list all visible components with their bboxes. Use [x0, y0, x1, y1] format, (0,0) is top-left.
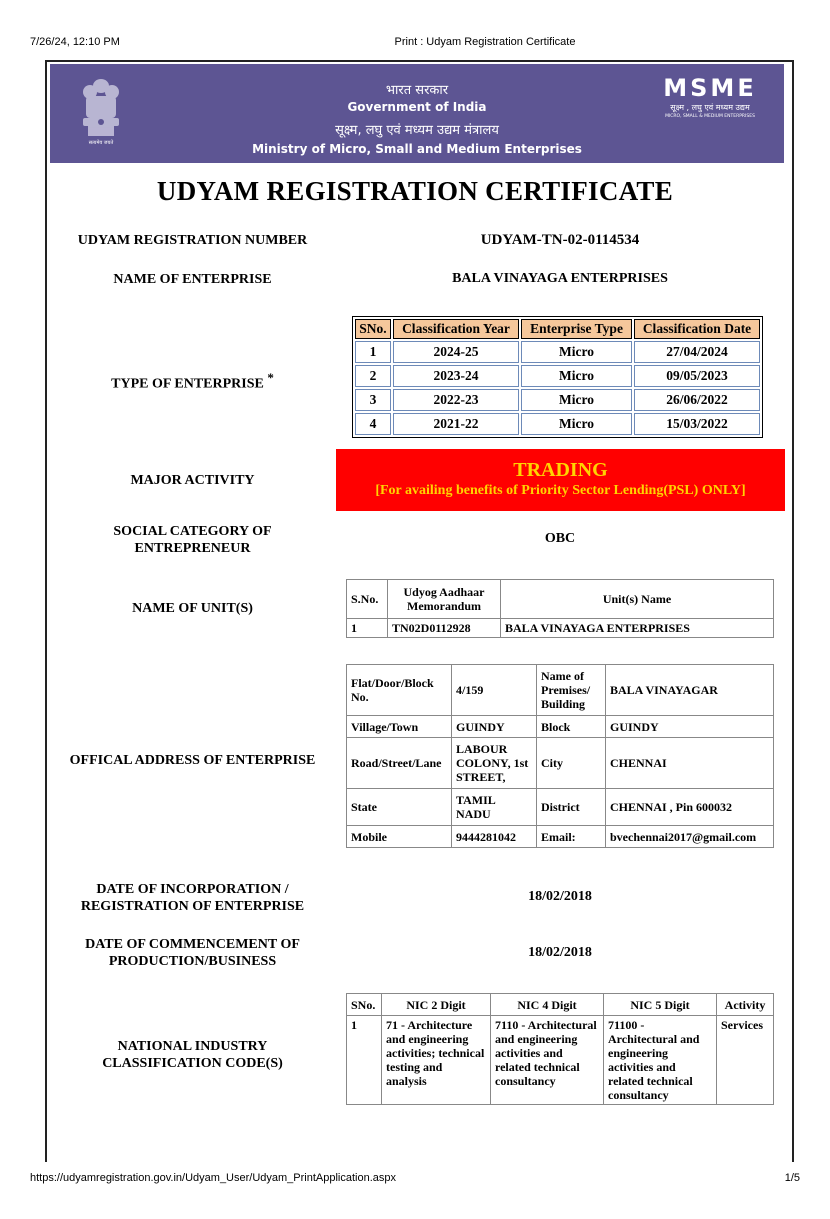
state-value: TAMIL NADU [452, 789, 537, 826]
city-value: CHENNAI [606, 738, 774, 789]
banner-hindi-govt: भारत सरकार [385, 83, 449, 98]
cell-sno: 1 [355, 341, 391, 363]
cell-date: 26/06/2022 [634, 389, 760, 411]
nic-header-row [347, 994, 774, 1016]
msme-logo [650, 74, 770, 134]
nic-label-line2: CLASSIFICATION CODE(S) [102, 1056, 283, 1071]
cell-nic5: 71100 - Architectural and engineering activities and related technical consultancy [604, 1016, 717, 1105]
social-category-value: OBC [544, 531, 576, 546]
classification-table [352, 316, 763, 438]
cell-sno: 3 [355, 389, 391, 411]
enterprise-type-label-text: TYPE OF ENTERPRISE [111, 376, 264, 392]
road-value: LABOUR COLONY, 1st STREET, [452, 738, 537, 789]
address-row [347, 665, 774, 716]
col-aadhaar: Udyog Aadhaar Memorandum [388, 580, 501, 619]
col-sno: SNo. [347, 994, 382, 1016]
table-row [355, 389, 760, 411]
incorporation-label-line2: REGISTRATION OF ENTERPRISE [80, 899, 305, 914]
state-label: State [347, 789, 452, 826]
enterprise-name-value: BALA VINAYAGA ENTERPRISES [452, 271, 668, 286]
cell-year: 2023-24 [393, 365, 519, 387]
print-page-title: Print : Udyam Registration Certificate [394, 36, 576, 48]
block-label: Block [537, 716, 606, 738]
cell-sno: 2 [355, 365, 391, 387]
email-value: bvechennai2017@gmail.com [606, 826, 774, 848]
cell-sno: 4 [355, 413, 391, 435]
email-label: Email: [537, 826, 606, 848]
table-row [355, 341, 760, 363]
enterprise-type-star: * [267, 370, 274, 385]
incorporation-date-value: 18/02/2018 [528, 889, 592, 904]
print-page-number: 1/5 [784, 1172, 800, 1184]
commencement-label-line1: DATE OF COMMENCEMENT OF [85, 937, 300, 952]
cell-date: 27/04/2024 [634, 341, 760, 363]
social-category-label-line2: ENTREPRENEUR [134, 541, 251, 556]
classification-header-row [355, 319, 760, 339]
enterprise-name-label: NAME OF ENTERPRISE [113, 272, 272, 287]
table-row [355, 365, 760, 387]
col-enterprise-type: Enterprise Type [521, 319, 632, 339]
col-sno: SNo. [355, 319, 391, 339]
flat-label: Flat/Door/Block No. [347, 665, 452, 716]
cell-sno: 1 [347, 619, 388, 638]
units-header-row [347, 580, 774, 619]
major-activity-label: MAJOR ACTIVITY [130, 473, 255, 488]
nic-label [60, 1038, 325, 1072]
cell-unit-name: BALA VINAYAGA ENTERPRISES [501, 619, 774, 638]
mobile-value: 9444281042 [452, 826, 537, 848]
social-category-label-line1: SOCIAL CATEGORY OF [113, 524, 272, 539]
certificate-title: UDYAM REGISTRATION CERTIFICATE [156, 176, 674, 206]
incorporation-date-label [60, 881, 325, 915]
nic-table [346, 993, 774, 1105]
premises-value: BALA VINAYAGAR [606, 665, 774, 716]
table-row [355, 413, 760, 435]
premises-label: Name of Premises/ Building [537, 665, 606, 716]
col-activity: Activity [717, 994, 774, 1016]
city-label: City [537, 738, 606, 789]
cell-nic2: 71 - Architecture and engineering activities; technical testing and analysis [382, 1016, 491, 1105]
cell-year: 2021-22 [393, 413, 519, 435]
major-activity-value: TRADING [513, 459, 608, 481]
msme-logo-subtitle: MICRO, SMALL & MEDIUM ENTERPRISES [665, 114, 755, 119]
col-sno: S.No. [347, 580, 388, 619]
cell-type: Micro [521, 389, 632, 411]
district-label: District [537, 789, 606, 826]
enterprise-type-label [60, 369, 325, 393]
msme-logo-text: MSME [663, 74, 757, 102]
banner-hindi-ministry: सूक्ष्म, लघु एवं मध्यम उद्यम मंत्रालय [335, 123, 499, 138]
registration-number-value: UDYAM-TN-02-0114534 [480, 232, 640, 248]
cell-aadhaar: TN02D0112928 [388, 619, 501, 638]
print-url: https://udyamregistration.gov.in/Udyam_User/Udyam_PrintApplication.aspx [30, 1172, 397, 1184]
banner-govt-of-india: Government of India [347, 100, 487, 114]
address-row [347, 738, 774, 789]
village-value: GUINDY [452, 716, 537, 738]
address-label: OFFICAL ADDRESS OF ENTERPRISE [69, 753, 316, 768]
major-activity-note: [For availing benefits of Priority Sector Lending(PSL) ONLY] [375, 483, 746, 498]
print-datetime: 7/26/24, 12:10 PM [30, 36, 120, 48]
col-unit-name: Unit(s) Name [501, 580, 774, 619]
col-classification-date: Classification Date [634, 319, 760, 339]
cell-type: Micro [521, 365, 632, 387]
cell-date: 09/05/2023 [634, 365, 760, 387]
cell-date: 15/03/2022 [634, 413, 760, 435]
cell-activity: Services [717, 1016, 774, 1105]
cell-sno: 1 [347, 1016, 382, 1105]
unit-names-label: NAME OF UNIT(S) [132, 601, 253, 616]
table-row [347, 1016, 774, 1105]
incorporation-label-line1: DATE OF INCORPORATION / [96, 882, 289, 897]
banner-ministry-name: Ministry of Micro, Small and Medium Enterprises [252, 142, 582, 156]
flat-value: 4/159 [452, 665, 537, 716]
cell-year: 2024-25 [393, 341, 519, 363]
col-nic2: NIC 2 Digit [382, 994, 491, 1016]
village-label: Village/Town [347, 716, 452, 738]
units-table [346, 579, 774, 638]
address-row [347, 826, 774, 848]
col-nic5: NIC 5 Digit [604, 994, 717, 1016]
address-table [346, 664, 774, 848]
district-value: CHENNAI , Pin 600032 [606, 789, 774, 826]
social-category-label [60, 523, 325, 557]
cell-type: Micro [521, 413, 632, 435]
mobile-label: Mobile [347, 826, 452, 848]
col-classification-year: Classification Year [393, 319, 519, 339]
cell-nic4: 7110 - Architectural and engineering activities and related technical consultancy [491, 1016, 604, 1105]
cell-type: Micro [521, 341, 632, 363]
commencement-label-line2: PRODUCTION/BUSINESS [108, 954, 277, 969]
road-label: Road/Street/Lane [347, 738, 452, 789]
registration-number-label: UDYAM REGISTRATION NUMBER [77, 233, 308, 248]
msme-logo-hindi: सूक्ष्म , लघु एवं मध्यम उद्यम [670, 103, 750, 112]
cell-year: 2022-23 [393, 389, 519, 411]
address-row [347, 716, 774, 738]
commencement-date-value: 18/02/2018 [528, 945, 592, 960]
nic-label-line1: NATIONAL INDUSTRY [117, 1039, 268, 1054]
major-activity-box [336, 449, 785, 511]
table-row [347, 619, 774, 638]
emblem-motto: सत्यमेव जयते [88, 140, 114, 146]
col-nic4: NIC 4 Digit [491, 994, 604, 1016]
commencement-date-label [60, 936, 325, 970]
block-value: GUINDY [606, 716, 774, 738]
address-row [347, 789, 774, 826]
